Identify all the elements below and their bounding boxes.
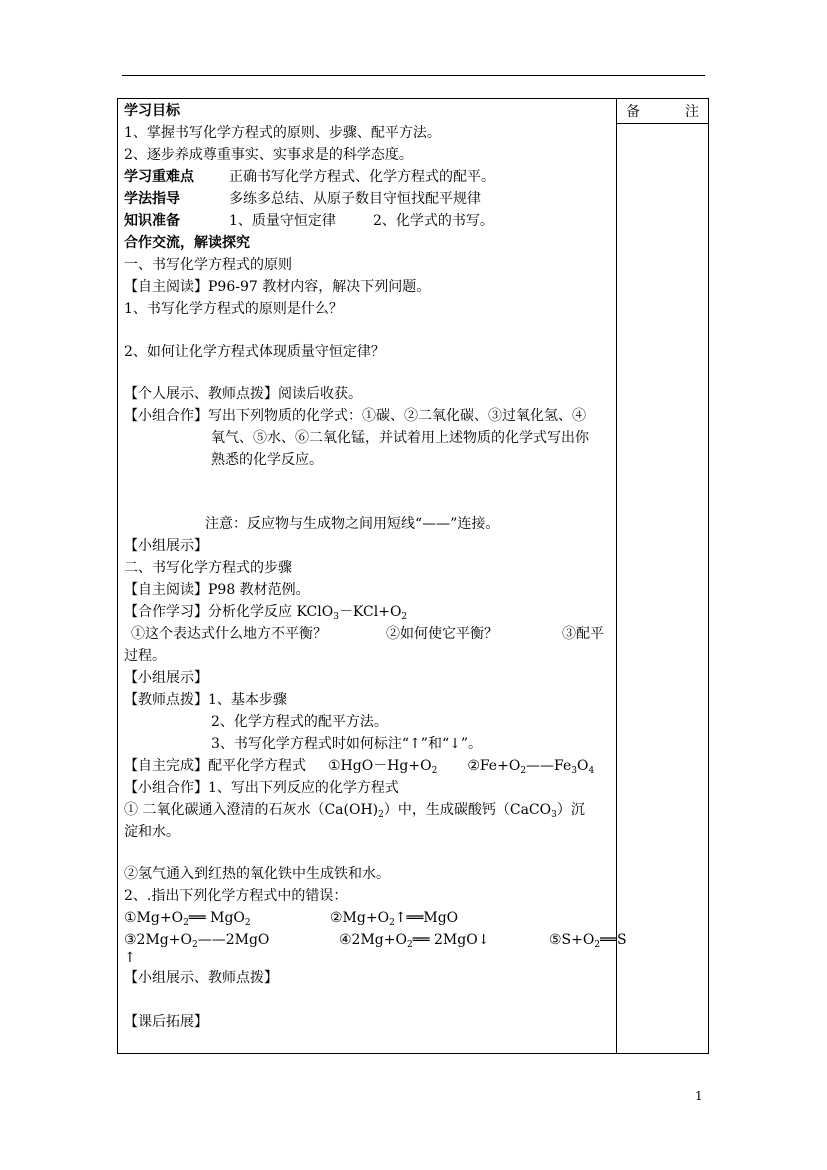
group-display-teacher: 【小组展示、教师点拨】 xyxy=(124,970,278,986)
equation-b-3: O xyxy=(577,758,589,774)
group-display-2: 【小组展示】 xyxy=(124,670,208,686)
reading-task-1: 【自主阅读】P96-97 教材内容，解决下列问题。 xyxy=(124,279,431,295)
eq3-a: ③2Mg+O xyxy=(124,932,192,948)
note-header-left: 备 xyxy=(626,104,640,120)
knowledge-item-2: 2、化学式的书写。 xyxy=(373,213,494,229)
method-label: 学法指导 xyxy=(124,191,180,207)
error-eq-1 xyxy=(124,909,251,927)
reaction-1-text: ① 二氧化碳通入澄清的石灰水（Ca(OH) xyxy=(124,802,379,818)
balance-question-2: ②如何使它平衡？ xyxy=(386,626,498,642)
teacher-guide-2: 2、化学方程式的配平方法。 xyxy=(211,714,388,730)
section-objectives-title: 学习目标 xyxy=(124,103,180,119)
page-number: 1 xyxy=(695,1089,703,1103)
equation-a: ①HgO－Hg+O xyxy=(328,758,432,774)
balance-question-1: ①这个表达式什么地方不平衡？ xyxy=(131,626,327,642)
note-header-right: 注 xyxy=(685,104,699,120)
cooperative-study-text: 【合作学习】分析化学反应 KClO xyxy=(124,604,334,620)
knowledge-label: 知识准备 xyxy=(124,213,180,229)
subscript: 2 xyxy=(520,766,527,776)
teacher-guide-3: 3、书写化学方程式时如何标注“↑”和“↓”。 xyxy=(211,736,482,752)
eq1-b: ══ MgO xyxy=(188,910,245,926)
individual-display: 【个人展示、教师点拨】阅读后收获。 xyxy=(124,386,362,402)
reaction-1-text-3: ）沉 xyxy=(556,802,585,818)
subscript: 2 xyxy=(244,918,251,928)
subscript: 4 xyxy=(588,766,595,776)
error-eq-5-cont: ↑ xyxy=(124,950,136,966)
part-two-title: 二、书写化学方程式的步骤 xyxy=(124,560,292,576)
teacher-guide-1: 【教师点拨】1、基本步骤 xyxy=(124,692,287,708)
part-one-title: 一、书写化学方程式的原则 xyxy=(124,257,292,273)
reaction-1-line-2: 淀和水。 xyxy=(124,824,180,840)
subscript: 2 xyxy=(389,918,395,928)
self-complete xyxy=(124,757,594,775)
group-task-line-3: 熟悉的化学反应。 xyxy=(211,452,323,468)
eq1-a: ①Mg+O xyxy=(124,910,184,926)
knowledge-item-1: 1、质量守恒定律 xyxy=(229,213,336,229)
group-display-1: 【小组展示】 xyxy=(124,538,208,554)
eq3-b: ——2MgO xyxy=(197,932,270,948)
header-rule xyxy=(122,75,705,76)
key-points-text: 正确书写化学方程式、化学方程式的配平。 xyxy=(229,169,495,185)
question-2: 2、如何让化学方程式体现质量守恒定律？ xyxy=(124,344,385,360)
balance-question-3: ③配平 xyxy=(562,626,604,642)
find-errors: 2、.指出下列化学方程式中的错误： xyxy=(124,888,348,904)
group-task-2: 【小组合作】1、写出下列反应的化学方程式 xyxy=(124,780,399,796)
error-eq-2 xyxy=(330,909,458,927)
subscript: 2 xyxy=(183,918,189,928)
group-task-line-1: 【小组合作】写出下列物质的化学式：①碳、②二氧化碳、③过氧化氢、④ xyxy=(124,408,586,424)
eq2-b: ↑══MgO xyxy=(394,910,459,926)
subscript: 2 xyxy=(594,940,601,950)
eq2-a: ②Mg+O xyxy=(330,910,390,926)
objective-1: 1、掌握书写化学方程式的原则、步骤、配平方法。 xyxy=(124,125,441,141)
attention-note: 注意：反应物与生成物之间用短线“——”连接。 xyxy=(205,516,500,532)
subscript: 2 xyxy=(378,810,384,820)
question-1: 1、书写化学方程式的原则是什么？ xyxy=(124,301,343,317)
cooperative-study-text-2: －KCl+O xyxy=(338,604,402,620)
note-header-divider xyxy=(617,123,709,124)
balance-question-3-cont: 过程。 xyxy=(124,648,166,664)
error-eq-5 xyxy=(549,931,627,949)
subscript: 3 xyxy=(333,612,339,622)
equation-b: ②Fe+O xyxy=(467,758,521,774)
equation-b-2: ——Fe xyxy=(526,758,572,774)
error-eq-3 xyxy=(124,931,269,949)
reading-task-2: 【自主阅读】P98 教材范例。 xyxy=(124,582,310,598)
subscript: 2 xyxy=(401,612,408,622)
key-points-label: 学习重难点 xyxy=(124,169,194,185)
cooperative-study xyxy=(124,603,407,621)
subscript: 2 xyxy=(406,940,413,950)
self-complete-label: 【自主完成】配平化学方程式 xyxy=(124,758,306,774)
note-column-divider xyxy=(616,98,617,1054)
group-task-line-2: 氧气、⑤水、⑥二氧化锰，并试着用上述物质的化学式写出你 xyxy=(211,430,589,446)
reaction-1-line-1 xyxy=(124,801,585,819)
eq4-a: ④2Mg+O xyxy=(339,932,407,948)
after-class-extension: 【课后拓展】 xyxy=(124,1014,208,1030)
cooperation-title: 合作交流，解读探究 xyxy=(124,235,250,251)
eq5-b: ══S xyxy=(600,932,627,948)
subscript: 3 xyxy=(571,766,578,776)
reaction-1-text-2: ）中，生成碳酸钙（CaCO xyxy=(383,802,552,818)
eq5-a: ⑤S+O xyxy=(549,932,595,948)
method-text: 多练多总结、从原子数目守恒找配平规律 xyxy=(229,191,481,207)
subscript: 3 xyxy=(551,810,557,820)
subscript: 2 xyxy=(191,940,198,950)
eq4-b: ══ 2MgO↓ xyxy=(412,932,490,948)
error-eq-4 xyxy=(339,931,489,949)
objective-2: 2、逐步养成尊重事实、实事求是的科学态度。 xyxy=(124,147,413,163)
subscript: 2 xyxy=(431,766,438,776)
reaction-2: ②氢气通入到红热的氧化铁中生成铁和水。 xyxy=(124,866,390,882)
